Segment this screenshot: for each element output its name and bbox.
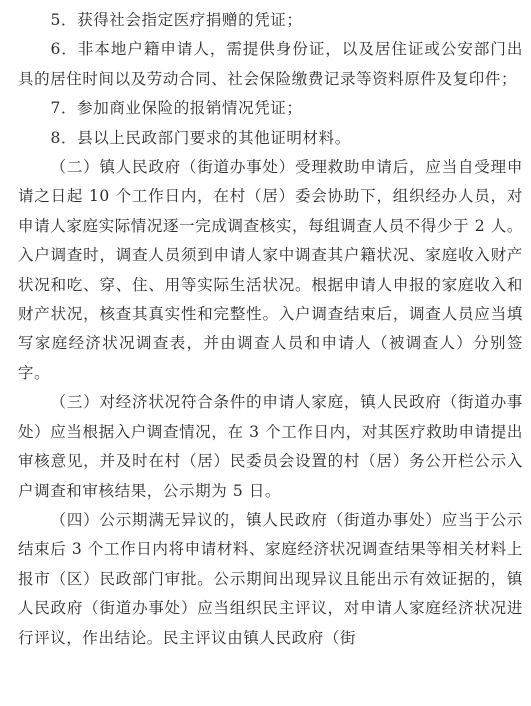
section-2-paragraph: （二）镇人民政府（街道办事处）受理救助申请后，应当自受理申请之日起 10 个工作日内，在村（居）委会协助下，组织经办人员，对申请人家庭实际情况逐一完成调查核实，每组调查人员不得少于 2 人。入户调查时，调查人员须到申请人家中调查其户籍状况、家庭收入财产状况和吃、穿、住、用等实际生活状况。根据申请人申报的家庭收入和财产状况，核查其真实性和完整性。入户调查结束后，调查人员应当填写家庭经济状况调查表，并由调查人员和申请人（被调查人）分别签字。: [18, 158, 523, 382]
list-item-6: 6．非本地户籍申请人，需提供身份证，以及居住证或公安部门出具的居住时间以及劳动合同、社会保险缴费记录等资料原件及复印件；: [18, 40, 523, 88]
section-3-paragraph: （三）对经济状况符合条件的申请人家庭，镇人民政府（街道办事处）应当根据入户调查情况，在 3 个工作日内，对其医疗救助申请提出审核意见，并及时在村（居）民委员会设置的村（居）务公开栏公示入户调查和审核结果，公示期为 5 日。: [18, 393, 523, 500]
section-4-paragraph: （四）公示期满无异议的，镇人民政府（街道办事处）应当于公示结束后 3 个工作日内将申请材料、家庭经济状况调查结果等相关材料上报市（区）民政部门审批。公示期间出现异议且能出示有效证据的，镇人民政府（街道办事处）应当组织民主评议，对申请人家庭经济状况进行评议，作出结论。民主评议由镇人民政府（街: [18, 510, 523, 647]
list-item-7: 7．参加商业保险的报销情况凭证；: [50, 99, 303, 118]
list-item-8: 8．县以上民政部门要求的其他证明材料。: [50, 128, 351, 147]
list-item-5: 5．获得社会指定医疗捐赠的凭证；: [50, 11, 303, 29]
